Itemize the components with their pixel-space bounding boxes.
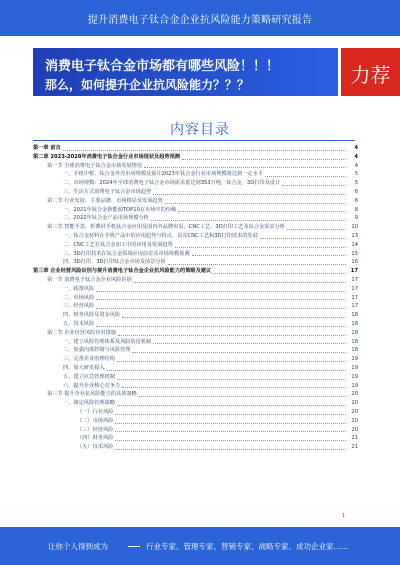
toc-leader-dots <box>165 197 346 204</box>
toc-entry[interactable] <box>33 197 358 206</box>
toc-entry-page: 9 <box>354 215 358 222</box>
toc-leader-dots <box>118 329 346 336</box>
toc-entry-text: 第一章 前言 <box>33 145 61 151</box>
toc-entry-text: 第三节 智能手表、折叠屏手机钛合金应用及国内外品牌布局，CNC工艺、3D打印工艺及钛合金需求分析 <box>47 224 285 231</box>
toc-entry-text: 四、3D打印、3D打印钛合金市场及前景分析 <box>63 259 166 266</box>
toc-entry-text: 第一节 全球消费电子钛合金市场发展情况 <box>47 162 143 169</box>
toc-entry-page: 17 <box>351 303 358 310</box>
toc-entry-page: 21 <box>351 444 358 451</box>
toc-entry-page: 17 <box>351 276 358 283</box>
toc-entry-text: 第二章 2023-2028年消费电子钛合金行业市场现状及趋势预测 <box>33 153 180 160</box>
toc-entry-text: 三、完善企业治理结构 <box>63 356 115 363</box>
toc-entry-page: 21 <box>351 435 358 442</box>
toc-entry-text: （五）技术风险 <box>77 444 114 451</box>
toc-leader-dots <box>96 302 346 309</box>
toc-entry-page: 20 <box>351 417 358 424</box>
toc-entry-page: 18 <box>351 312 358 319</box>
toc-entry-text: （二）市场风险 <box>77 417 114 424</box>
toc-entry[interactable] <box>33 232 358 241</box>
toc-entry-text: 一、钛合金材料在手机产品中的应用趋势与特点，以及CNC工艺和3D打印技术的发展 <box>63 232 258 239</box>
toc-entry-text: 四、财务风险及资金风险 <box>63 312 121 319</box>
toc-leader-dots <box>213 267 346 274</box>
toc-entry[interactable] <box>33 170 358 179</box>
toc-entry-page: 4 <box>354 153 358 160</box>
toc-leader-dots <box>260 232 346 239</box>
toc-entry[interactable] <box>33 276 358 285</box>
toc-leader-dots <box>96 320 346 327</box>
toc-entry[interactable] <box>33 179 358 188</box>
toc-leader-dots <box>282 179 346 186</box>
toc-entry-text: 四、加大研发投入 <box>63 364 105 371</box>
toc-entry-page: 10 <box>351 224 358 231</box>
toc-entry[interactable] <box>33 355 358 364</box>
recommend-badge <box>341 48 400 96</box>
toc-entry-page: 17 <box>351 294 358 301</box>
toc-leader-dots <box>139 390 346 397</box>
toc-entry-text: 六、提升企业核心竞争力 <box>63 382 121 389</box>
toc-leader-dots <box>132 346 346 353</box>
toc-entry[interactable] <box>33 373 358 382</box>
headline-line-1: 消费电子钛合金市场都有哪些风险！！！ <box>45 59 280 74</box>
toc-entry[interactable] <box>33 346 358 355</box>
toc-entry-page: 19 <box>351 364 358 371</box>
headline-banner <box>33 48 338 96</box>
toc-entry[interactable] <box>33 250 358 259</box>
toc-entry-text: 三、3D打印技术在钛合金领域应用前景及市场规模预测 <box>63 250 190 257</box>
toc-entry-page: 5 <box>354 180 358 187</box>
toc-leader-dots <box>153 338 346 345</box>
toc-entry[interactable] <box>33 364 358 373</box>
toc-entry-page: 20 <box>351 400 358 407</box>
toc-leader-dots <box>115 408 346 415</box>
toc-leader-dots <box>63 144 346 151</box>
toc-leader-dots <box>115 443 346 450</box>
toc-entry[interactable] <box>33 206 358 215</box>
footer-separator <box>128 546 140 547</box>
toc-entry[interactable] <box>33 258 358 267</box>
toc-entry-page: 4 <box>354 162 358 169</box>
table-of-contents <box>33 144 358 452</box>
toc-entry[interactable] <box>33 214 358 223</box>
toc-entry-text: 一、手机中框、钛合金外壳市场规模及预计2023年钛合金行业市场规模将达到一定水平 <box>63 171 263 178</box>
toc-leader-dots <box>122 382 346 389</box>
toc-entry-text: 三、经营风险 <box>63 303 95 310</box>
toc-entry[interactable] <box>33 434 358 443</box>
header-bar <box>0 0 400 36</box>
toc-entry-text: 五、技术风险 <box>63 320 95 327</box>
toc-entry-page: 16 <box>351 259 358 266</box>
toc-leader-dots <box>144 162 346 169</box>
toc-entry-text: （一）行业风险 <box>77 408 114 415</box>
toc-entry-text: 五、建立应急管理机制 <box>63 373 115 380</box>
toc-entry-page: 19 <box>351 382 358 389</box>
toc-title: 内容目录 <box>170 122 230 138</box>
toc-entry-text: 二、市场规模：2024年全球消费电子钛合金市场需求量达到353万吨，钛合金，3D打印及设计 <box>63 180 281 187</box>
toc-leader-dots <box>151 214 346 221</box>
toc-leader-dots <box>153 188 346 195</box>
toc-entry-page: 4 <box>354 145 358 151</box>
toc-leader-dots <box>182 153 346 160</box>
toc-entry-page: 18 <box>351 338 358 345</box>
toc-entry-text: 一、制定风险管理战略 <box>63 400 115 407</box>
toc-leader-dots <box>178 206 346 213</box>
toc-entry-page: 20 <box>351 408 358 415</box>
toc-entry[interactable] <box>33 382 358 391</box>
toc-leader-dots <box>115 434 346 441</box>
toc-entry-text: 第一节 消费电子钛合金企业风险识别 <box>47 276 132 283</box>
toc-leader-dots <box>134 276 346 283</box>
toc-entry-page: 5 <box>354 171 358 178</box>
toc-leader-dots <box>115 417 346 424</box>
toc-entry[interactable] <box>33 417 358 426</box>
toc-entry[interactable] <box>33 153 358 162</box>
toc-leader-dots <box>96 294 346 301</box>
toc-entry[interactable] <box>33 338 358 347</box>
toc-entry-page: 14 <box>351 241 358 248</box>
toc-entry-page: 6 <box>354 197 358 204</box>
toc-entry-text: 二、CNC工艺在钛合金加工中的应用及发展趋势 <box>63 241 173 248</box>
toc-entry[interactable] <box>33 294 358 303</box>
toc-leader-dots <box>192 250 346 257</box>
toc-entry-page: 20 <box>351 426 358 433</box>
toc-entry[interactable] <box>33 408 358 417</box>
toc-entry-text: （三）经营风险 <box>77 426 114 433</box>
toc-leader-dots <box>175 241 346 248</box>
toc-entry-page: 17 <box>351 285 358 292</box>
toc-entry[interactable] <box>33 329 358 338</box>
toc-entry[interactable] <box>33 443 358 452</box>
toc-entry[interactable] <box>33 144 358 153</box>
toc-entry-text: 第二节 企业经营风险应对措施 <box>47 329 117 336</box>
toc-entry-text: （四）财务风险 <box>77 435 114 442</box>
toc-entry-page: 20 <box>351 391 358 398</box>
toc-entry[interactable] <box>33 223 358 232</box>
toc-entry-text: 一、2021年钛合金新能源TOP10在市场中的份额 <box>63 206 177 213</box>
toc-entry-text: 第三节 提升企业抗风险能力的具体策略 <box>47 391 137 398</box>
toc-entry[interactable] <box>33 267 358 276</box>
toc-entry-page: 17 <box>350 268 358 275</box>
toc-entry[interactable] <box>33 390 358 399</box>
toc-entry-text: 二、市场风险 <box>63 294 95 301</box>
recommend-badge-text: 力荐 <box>350 63 391 87</box>
toc-entry[interactable] <box>33 311 358 320</box>
toc-entry-text: 二、加强内部控制与风险管理 <box>63 347 131 354</box>
toc-entry[interactable] <box>33 320 358 329</box>
toc-entry[interactable] <box>33 188 358 197</box>
toc-entry-page: 8 <box>354 206 358 213</box>
toc-entry-text: 第三章 企业经营风险识别与提升消费电子钛合金企业抗风险能力的策略及建议 <box>33 268 212 275</box>
toc-entry[interactable] <box>33 285 358 294</box>
toc-leader-dots <box>117 373 346 380</box>
toc-divider <box>33 140 355 141</box>
toc-entry-text: 一、建立风险管理体系及风险防范机制 <box>63 338 152 345</box>
toc-entry[interactable] <box>33 241 358 250</box>
toc-entry-page: 19 <box>351 373 358 380</box>
toc-entry-page: 18 <box>351 347 358 354</box>
headline-line-2: 那么，如何提升企业抗风险能力？？？ <box>45 78 250 92</box>
footer-bar <box>0 527 400 565</box>
toc-leader-dots <box>287 223 346 230</box>
toc-entry[interactable] <box>33 426 358 435</box>
toc-entry-text: 第二节 行业发展、主要品牌、市场格局及发展趋势 <box>47 197 163 204</box>
toc-entry-page: 15 <box>351 250 358 257</box>
toc-entry-text: 一、政策风险 <box>63 285 95 292</box>
toc-leader-dots <box>96 285 346 292</box>
toc-entry[interactable] <box>33 302 358 311</box>
toc-entry-page: 18 <box>351 329 358 336</box>
toc-leader-dots <box>117 399 346 406</box>
toc-entry[interactable] <box>33 162 358 171</box>
toc-entry-page: 6 <box>354 188 358 195</box>
toc-entry-page: 19 <box>351 356 358 363</box>
toc-leader-dots <box>117 355 346 362</box>
footer-roles: 行业专家、管理专家、营销专家、战略专家、成功企业家…… <box>146 542 349 551</box>
toc-leader-dots <box>107 364 346 371</box>
toc-leader-dots <box>265 170 346 177</box>
toc-entry[interactable] <box>33 399 358 408</box>
page-number: 1 <box>342 513 346 519</box>
footer-tagline: 让你个人得到成为 <box>48 542 108 551</box>
toc-leader-dots <box>122 311 346 318</box>
toc-entry-text: 二、2022年钛合金产品市场规模分析 <box>63 215 149 222</box>
toc-entry-page: 13 <box>351 232 358 239</box>
toc-leader-dots <box>168 258 346 265</box>
toc-leader-dots <box>115 426 346 433</box>
toc-entry-page: 18 <box>351 320 358 327</box>
report-title: 提升消费电子钛合金企业抗风险能力策略研究报告 <box>87 15 313 26</box>
toc-entry-text: 三、生活方式消费电子钛合金市场趋势 <box>63 188 152 195</box>
